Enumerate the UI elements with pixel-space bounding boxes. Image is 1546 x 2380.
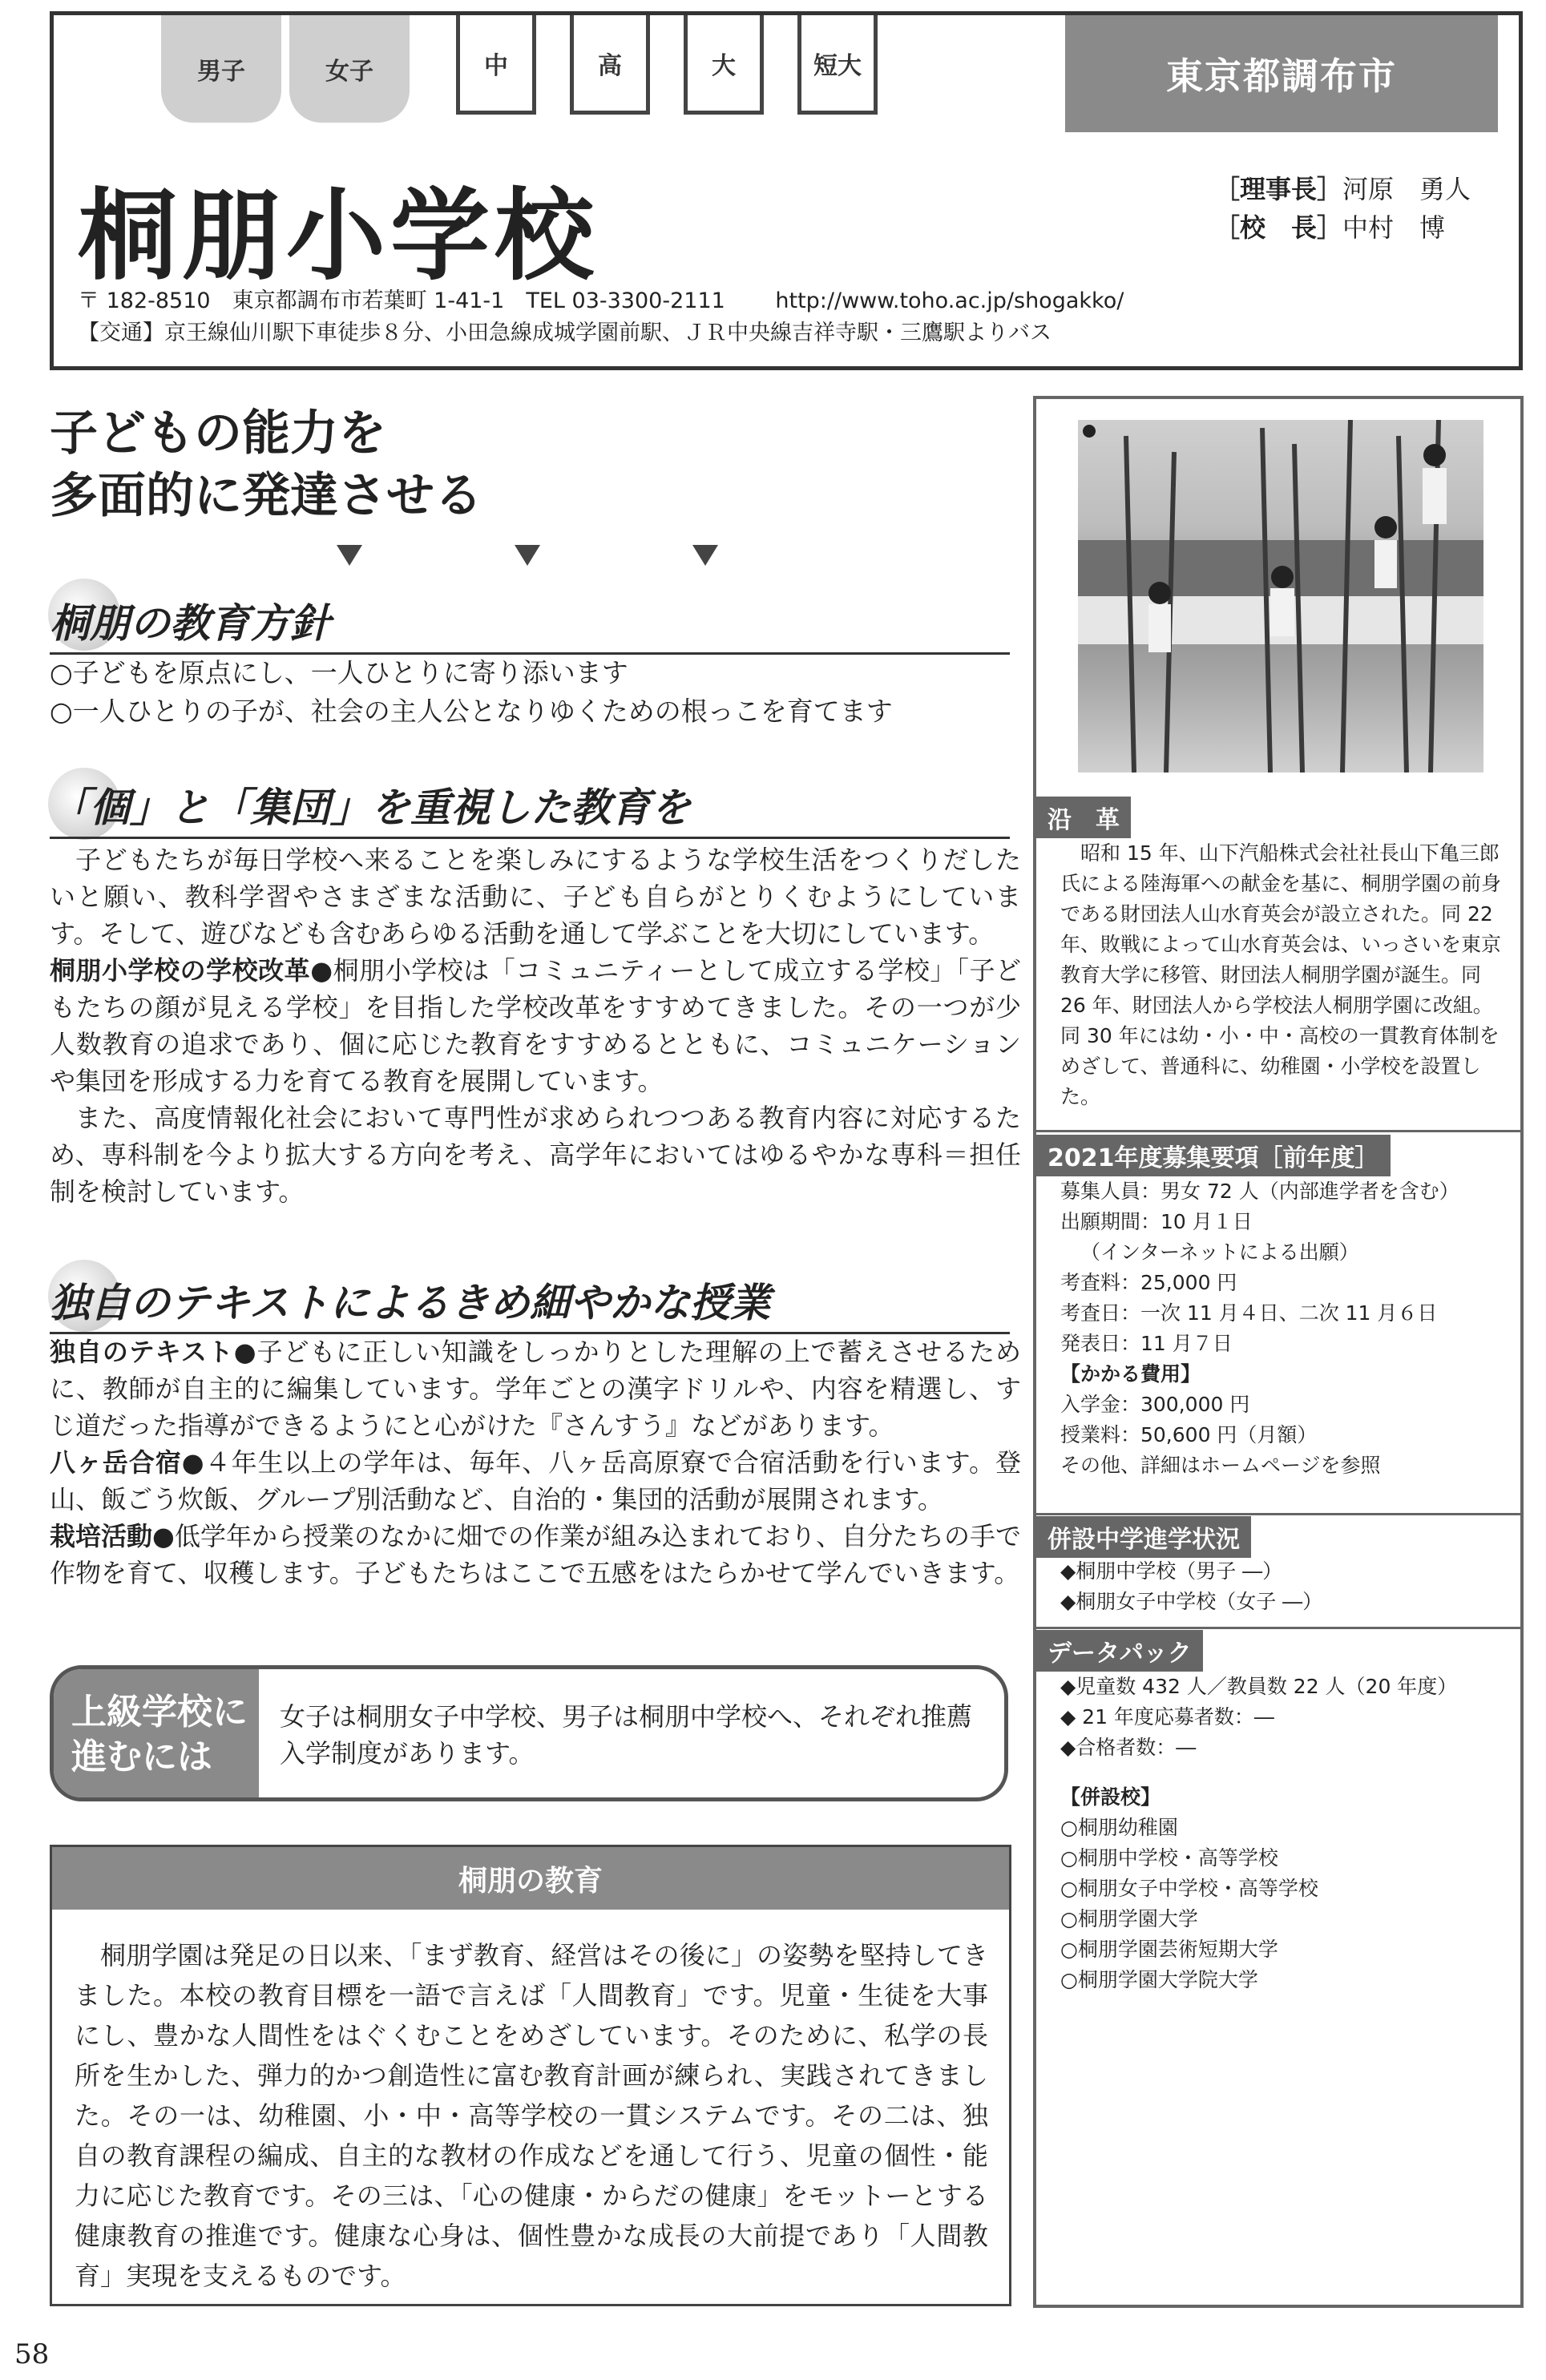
policy-title: 桐朋の教育方針 xyxy=(50,591,1010,655)
down-arrow-icon xyxy=(337,545,362,566)
cost-line: 授業料：50,600 円（月額） xyxy=(1060,1423,1318,1446)
affiliated-line: ○桐朋女子中学校・高等学校 xyxy=(1060,1877,1318,1900)
data-pack-label: データパック xyxy=(1036,1630,1203,1672)
paragraph-text: 子どもに正しい知識をしっかりとした理解の上で蓄えさせるために、教師が自主的に編集しています。学年ごとの漢字ドリルや、内容を精選し、すじ道だった指導ができるようにと心がけた『さんすう』などがあります。 xyxy=(50,1337,1021,1441)
upper-school-label-line: 上級学校に xyxy=(71,1692,248,1733)
level-label: 中 xyxy=(484,51,508,80)
level-label: 短大 xyxy=(813,51,862,80)
cost-label: 【かかる費用】 xyxy=(1060,1362,1201,1386)
paragraph: また、高度情報化社会において専門性が求められつつある教育内容に対応するため、専科制を今より拡大する方向を考え、高学年においてはゆるやかな専科＝担任制を検討しています。 xyxy=(50,1103,1021,1207)
recruit-details xyxy=(1060,1176,1501,1481)
upper-school-text: 女子は桐朋女子中学校、男子は桐朋中学校へ、それぞれ推薦入学制度があります。 xyxy=(280,1701,973,1769)
tag-girls xyxy=(289,15,410,123)
paragraph-label: 栽培活動● xyxy=(50,1521,175,1551)
paragraph-text: 桐朋小学校は「コミュニティーとして成立する学校」「子どもたちの顔が見える学校」を目指した学校改革をすすめてきました。その一つが少人数教育の追求であり、個に応じた教育をすすめるとともに、コミュニケーションや集団を形成する力を育てる教育を展開しています。 xyxy=(50,955,1021,1096)
paragraph xyxy=(50,952,1021,1099)
data-line: ◆合格者数：― xyxy=(1060,1736,1197,1759)
education-text: 桐朋学園は発足の日以来、「まず教育、経営はその後に」の姿勢を堅持してきました。本校の教育目標を一語で言えば「人間教育」です。児童・生徒を大事にし、豊かな人間性をはぐくむことをめざしています。そのために、私学の長所を生かした、弾力的かつ創造性に富む教育計画が練られ、実践されてきました。その一は、幼稚園、小・中・高等学校の一貫システムです。その二は、独自の教育課程の編成、自主的な教材の作成などを通して行う、児童の個性・能力に応じた教育です。その三は、「心の健康・からだの健康」をモットーとする健康教育の推進です。健康な心身は、個性豊かな成長の大前提であり「人間教育」実現を支えるものです。 xyxy=(75,1940,988,2291)
officer-name: 中村 博 xyxy=(1342,212,1446,243)
officer-chairman xyxy=(1214,169,1471,206)
jh-line: ◆桐朋女子中学校（女子 ―） xyxy=(1060,1590,1323,1613)
recruit-line: 考査日：一次 11 月４日、二次 11 月６日 xyxy=(1060,1301,1438,1325)
recruit-line: 発表日：11 月７日 xyxy=(1060,1332,1233,1355)
recruit-label: 2021年度募集要項［前年度］ xyxy=(1036,1135,1391,1176)
upper-school-label-line: 進むには xyxy=(71,1737,212,1777)
access-line: 【交通】京王線仙川駅下車徒歩８分、小田急線成城学園前駅、ＪＲ中央線吉祥寺駅・三鷹駅よりバス xyxy=(78,321,1052,345)
tag-boys-label: 男子 xyxy=(197,58,245,86)
jh-line: ◆桐朋中学校（男子 ―） xyxy=(1060,1559,1283,1583)
down-arrow-icon xyxy=(515,545,540,566)
level-high xyxy=(570,15,650,115)
officer-title: ［校 長］ xyxy=(1214,212,1343,243)
paragraph-label: 八ヶ岳合宿● xyxy=(50,1447,205,1478)
paragraph: 子どもたちが毎日学校へ来ることを楽しみにするような学校生活をつくりだしたいと願い、教科学習やさまざまな活動に、子ども自らがとりくむようにしています。そして、遊びなども含むあらゆる活動を通して学ぶことを大切にしています。 xyxy=(50,845,1021,949)
data-line: ◆ 21 年度応募者数：― xyxy=(1060,1705,1274,1729)
upper-school-label xyxy=(54,1669,259,1797)
cost-line: 入学金：300,000 円 xyxy=(1060,1393,1250,1416)
paragraph xyxy=(50,1444,1021,1518)
down-arrow-icon xyxy=(692,545,718,566)
paragraph-label: 独自のテキスト● xyxy=(50,1337,257,1367)
jh-label: 併設中学進学状況 xyxy=(1036,1516,1251,1558)
officer-principal xyxy=(1214,208,1445,244)
school-photo xyxy=(1078,420,1483,772)
history-label: 沿 革 xyxy=(1036,797,1131,838)
affiliated-line: ○桐朋学園大学院大学 xyxy=(1060,1968,1258,1991)
paragraph-label: 桐朋小学校の学校改革● xyxy=(50,955,333,986)
paragraph xyxy=(50,1333,1021,1444)
recruit-line: 出願期間：10 月１日 xyxy=(1060,1210,1253,1233)
level-junior-college xyxy=(797,15,878,115)
tag-boys xyxy=(161,15,281,123)
cost-line: その他、詳細はホームページを参照 xyxy=(1060,1454,1381,1477)
policy-item: ○一人ひとりの子が、社会の主人公となりゆくための根っこを育てます xyxy=(50,696,893,727)
paragraph-text: ４年生以上の学年は、毎年、八ヶ岳高原寮で合宿活動を行います。登山、飯ごう炊飯、グループ別活動など、自治的・集団的活動が展開されます。 xyxy=(50,1447,1021,1515)
upper-school-box xyxy=(50,1665,1008,1801)
headline-line: 子どもの能力を xyxy=(50,405,386,462)
school-header xyxy=(50,11,1523,370)
divider xyxy=(1036,1627,1520,1629)
recruit-line: 考査料：25,000 円 xyxy=(1060,1271,1237,1294)
section3-body xyxy=(50,1333,1021,1591)
level-junior-high xyxy=(456,15,536,115)
data-pack xyxy=(1060,1672,1501,1995)
recruit-line: 募集人員：男女 72 人（内部進学者を含む） xyxy=(1060,1180,1459,1203)
officer-title: ［理事長］ xyxy=(1214,174,1343,204)
paragraph xyxy=(50,1518,1021,1591)
affiliated-line: ○桐朋中学校・高等学校 xyxy=(1060,1846,1278,1870)
section-title: 独自のテキストによるきめ細やかな授業 xyxy=(50,1271,1010,1334)
section-title: 「個」と「集団」を重視した教育を xyxy=(50,776,1010,839)
education-box xyxy=(50,1845,1011,2306)
address-line: 〒 182-8510 東京都調布市若葉町 1-41-1 TEL 03-3300-2111 http://www.toho.ac.jp/shogakko/ xyxy=(78,288,1124,313)
policy-item: ○子どもを原点にし、一人ひとりに寄り添います xyxy=(50,657,628,688)
divider xyxy=(1036,1513,1520,1515)
level-university xyxy=(684,15,764,115)
headline-line: 多面的に発達させる xyxy=(50,468,482,524)
level-label: 高 xyxy=(598,51,622,80)
recruit-line: （インターネットによる出願） xyxy=(1080,1240,1359,1264)
region-banner: 東京都調布市 xyxy=(1065,15,1498,132)
spacer xyxy=(1060,1763,1501,1782)
headline xyxy=(50,402,1011,527)
jh-status xyxy=(1060,1556,1501,1617)
photo-illustration xyxy=(1078,420,1483,772)
level-label: 大 xyxy=(712,51,736,80)
affiliated-line: ○桐朋学園大学 xyxy=(1060,1907,1198,1930)
education-title: 桐朋の教育 xyxy=(52,1847,1009,1910)
history-text: 昭和 15 年、山下汽船株式会社社長山下亀三郎氏による陸海軍への献金を基に、桐朋学園の前身である財団法人山水育英会が設立された。同 22 年、敗戦によって山水育英会は、いっさいを東京教育大学に移管、財団法人桐朋学園が誕生。同 26 年、財団法人から学校法人桐朋学園に改組。同 30 年には幼・小・中・高校の一貫教育体制をめざして、普通科に、幼稚園・小学校を設置した。 xyxy=(1060,841,1502,1108)
affiliated-line: ○桐朋学園芸術短期大学 xyxy=(1060,1938,1278,1961)
paragraph-text: 低学年から授業のなかに畑での作業が組み込まれており、自分たちの手で作物を育て、収穫します。子どもたちはここで五感をはたらかせて学んでいきます。 xyxy=(50,1521,1021,1588)
officer-name: 河原 勇人 xyxy=(1342,174,1471,204)
school-name: 桐朋小学校 xyxy=(78,178,599,294)
page-number: 58 xyxy=(14,2338,50,2370)
section2-body xyxy=(50,841,1021,1210)
affiliated-label: 【併設校】 xyxy=(1060,1785,1161,1809)
divider xyxy=(1036,1130,1520,1132)
affiliated-line: ○桐朋幼稚園 xyxy=(1060,1816,1178,1839)
sidebar xyxy=(1033,396,1524,2308)
down-arrows xyxy=(337,545,870,569)
data-line: ◆児童数 432 人／教員数 22 人（20 年度） xyxy=(1060,1675,1458,1698)
tag-girls-label: 女子 xyxy=(325,58,373,86)
